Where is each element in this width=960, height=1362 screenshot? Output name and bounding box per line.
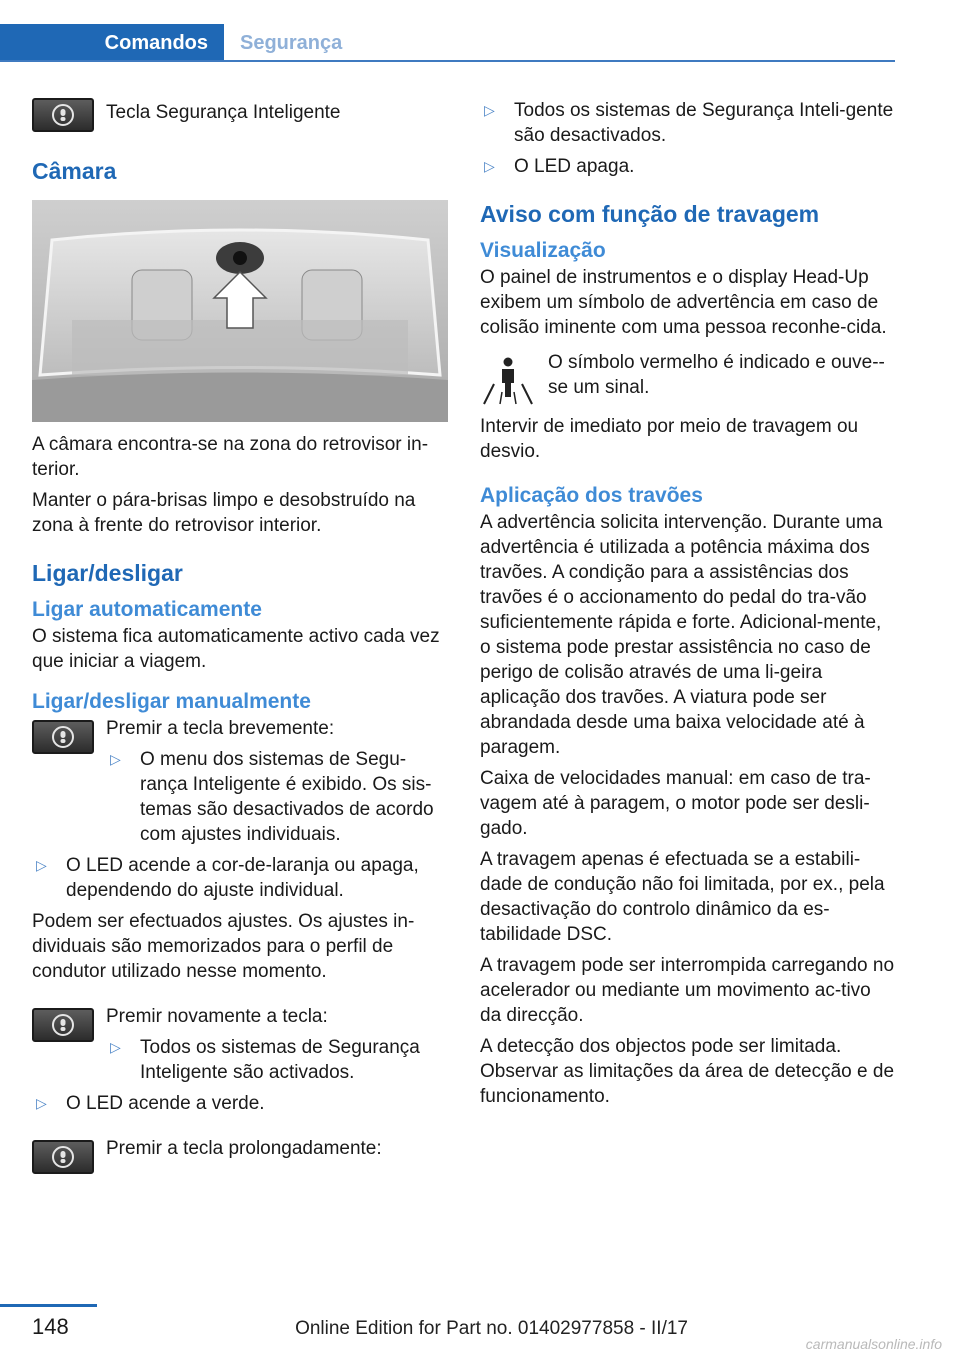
list-item bbox=[480, 154, 896, 179]
intelligent-safety-key-icon bbox=[32, 1140, 94, 1174]
triangle-bullet-icon: ▷ bbox=[484, 158, 495, 174]
aplicacao-text-3: A travagem apenas é efectuada se a estabili-dade de condução não foi limitada, por ex., pela desactivação do controlo dinâmico da es-tabilidade DSC. bbox=[480, 849, 885, 945]
list-item bbox=[32, 853, 448, 903]
chapter-tab-bar bbox=[0, 24, 895, 62]
visualizacao-text: O painel de instrumentos e o display Head-Up exibem um símbolo de advertência em caso de colisão iminente com uma pessoa reconhe-cida. bbox=[480, 267, 887, 338]
footer-rule bbox=[0, 1304, 97, 1307]
press-again-text: Premir novamente a tecla: bbox=[106, 1006, 328, 1027]
symbol-text: O símbolo vermelho é indicado e ouve--se um sinal. bbox=[548, 352, 885, 398]
header-divider bbox=[0, 60, 895, 62]
camera-location-text: A câmara encontra-se na zona do retrovisor in-terior. bbox=[32, 434, 429, 480]
windshield-clean-text: Manter o pára-brisas limpo e desobstruído na zona à frente do retrovisor interior. bbox=[32, 490, 416, 536]
intelligent-safety-key-icon bbox=[32, 720, 94, 754]
tab-seguranca[interactable]: Segurança bbox=[240, 31, 343, 54]
aplicacao-text-2: Caixa de velocidades manual: em caso de tra-vagem até à paragem, o motor pode ser desli-gado. bbox=[480, 768, 871, 839]
triangle-bullet-icon: ▷ bbox=[36, 857, 47, 873]
list-item bbox=[480, 98, 896, 148]
heading-visualizacao: Visualização bbox=[480, 239, 606, 262]
triangle-bullet-icon: ▷ bbox=[110, 1039, 121, 1055]
camera-windshield-photo bbox=[32, 200, 448, 422]
list-item bbox=[32, 1091, 448, 1116]
right-column bbox=[480, 98, 896, 1115]
press-long-text: Premir a tecla prolongadamente: bbox=[106, 1138, 382, 1159]
intelligent-safety-key-icon bbox=[32, 1008, 94, 1042]
auto-text: O sistema fica automaticamente activo cada vez que iniciar a viagem. bbox=[32, 626, 440, 672]
intervir-text: Intervir de imediato por meio de travagem ou desvio. bbox=[480, 416, 859, 462]
aplicacao-text-1: A advertência solicita intervenção. Durante uma advertência é utilizada a potência máxima dos travões. A condição para a assistências dos travões é o accionamento do pedal do tra-vão suficientemente rápida e forte. Adicional-mente, o sistema pode prestar assistência no caso de perigo de colisão através de uma li-geira aplicação dos travões. A viatura pode ser abrandada desde uma baixa velocidade até à paragem. bbox=[480, 512, 883, 758]
tab-comandos[interactable]: Comandos bbox=[0, 24, 224, 62]
aplicacao-text-5: A detecção dos objectos pode ser limitada. Observar as limitações da área de detecção e de funcionamento. bbox=[480, 1036, 895, 1107]
page-number: 148 bbox=[32, 1314, 69, 1339]
bullet-text: Todos os sistemas de Segurança Inteligente são activados. bbox=[140, 1037, 420, 1083]
bullet-text: O menu dos sistemas de Segu-rança Inteligente é exibido. Os sis-temas são desactivados de acordo com ajustes individuais. bbox=[140, 749, 434, 845]
key-caption: Tecla Segurança Inteligente bbox=[106, 102, 341, 123]
heading-ligar-manual: Ligar/desligar manualmente bbox=[32, 690, 311, 713]
bullet-text: Todos os sistemas de Segurança Inteli-gente são desactivados. bbox=[514, 100, 894, 146]
triangle-bullet-icon: ▷ bbox=[484, 102, 495, 118]
press-short-text: Premir a tecla brevemente: bbox=[106, 718, 335, 739]
bullet-text: O LED apaga. bbox=[514, 156, 635, 177]
left-column bbox=[32, 98, 448, 1174]
list-item bbox=[106, 1035, 448, 1085]
heading-ligar-desligar: Ligar/desligar bbox=[32, 560, 183, 586]
pedestrian-warning-icon bbox=[480, 350, 536, 406]
edition-text: Online Edition for Part no. 01402977858 - II/17 bbox=[295, 1318, 688, 1339]
heading-camara: Câmara bbox=[32, 158, 117, 184]
adjustments-text: Podem ser efectuados ajustes. Os ajustes in-dividuais são memorizados para o perfil de condutor utilizado nesse momento. bbox=[32, 911, 415, 982]
bullet-text: O LED acende a cor-de-laranja ou apaga, dependendo do ajuste individual. bbox=[66, 855, 419, 901]
heading-aviso: Aviso com função de travagem bbox=[480, 201, 820, 227]
heading-ligar-auto: Ligar automaticamente bbox=[32, 598, 262, 621]
bullet-text: O LED acende a verde. bbox=[66, 1093, 265, 1114]
aplicacao-text-4: A travagem pode ser interrompida carregando no acelerador ou mediante um movimento ac-tivo da direcção. bbox=[480, 955, 895, 1026]
heading-aplicacao: Aplicação dos travões bbox=[480, 484, 703, 507]
triangle-bullet-icon: ▷ bbox=[110, 751, 121, 767]
triangle-bullet-icon: ▷ bbox=[36, 1095, 47, 1111]
watermark: carmanualsonline.info bbox=[805, 1336, 942, 1352]
list-item bbox=[106, 747, 448, 847]
intelligent-safety-key-icon bbox=[32, 98, 94, 132]
